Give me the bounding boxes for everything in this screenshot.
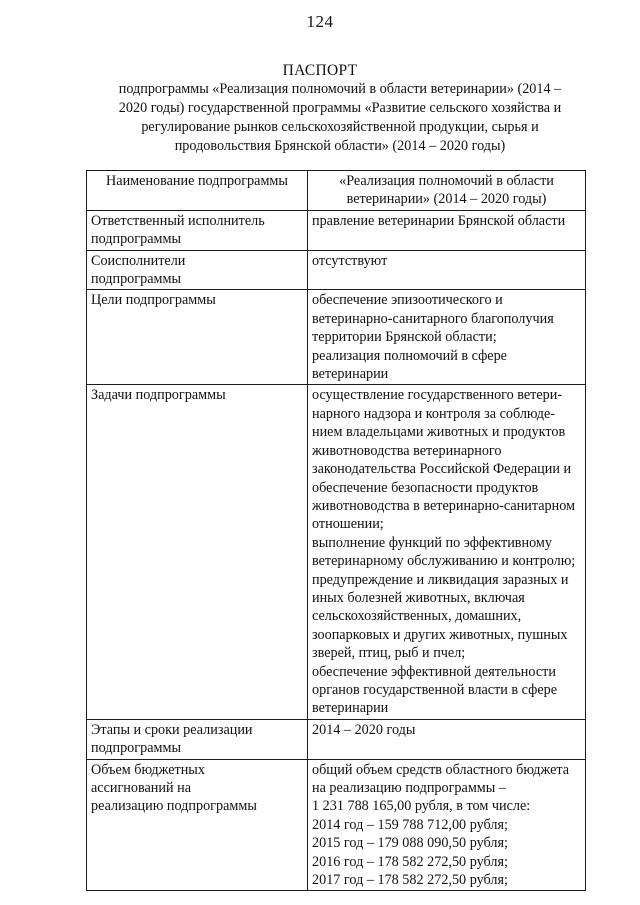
table-row-goals	[87, 290, 586, 385]
row-label-cell	[87, 210, 308, 250]
row-label-line: подпрограммы	[91, 231, 181, 248]
row-value-line: законодательства Российской Федерации и	[312, 461, 572, 478]
row-value-cell	[308, 719, 586, 759]
row-value-cell	[308, 759, 586, 891]
row-label-line: Цели подпрограммы	[91, 292, 216, 309]
row-value-cell	[308, 250, 586, 290]
row-value-line: территории Брянской области;	[312, 329, 497, 346]
row-value-line: отношении;	[312, 516, 384, 533]
row-value-cell	[308, 385, 586, 719]
row-label-line: Объем бюджетных	[91, 761, 205, 778]
row-value-line: зоопарковых и других животных, пушных	[312, 626, 568, 643]
row-value-cell	[308, 290, 586, 385]
row-value-line: ветеринарии	[312, 700, 389, 717]
row-value-line: правление ветеринарии Брянской области	[312, 212, 566, 229]
header-cell-value	[308, 171, 586, 211]
row-label-cell	[87, 759, 308, 891]
row-value-line: 2017 год – 178 582 272,50 рубля;	[312, 872, 508, 889]
row-label-cell	[87, 250, 308, 290]
subtitle-line: 2020 годы) государственной программы «Развитие сельского хозяйства и	[118, 100, 562, 116]
row-value-line: общий объем средств областного бюджета	[312, 761, 570, 778]
row-label-line: Задачи подпрограммы	[91, 387, 226, 404]
row-value-line: животноводства ветеринарного	[312, 442, 502, 459]
header-cell-name	[87, 171, 308, 211]
row-label-line: подпрограммы	[91, 271, 181, 288]
row-value-line: 2014 год – 159 788 712,00 рубля;	[312, 816, 508, 833]
row-value-line: сельскохозяйственных, домашних,	[312, 608, 522, 625]
row-value-line: ветеринарному обслуживанию и контролю;	[312, 553, 576, 570]
table-row-coexecutors	[87, 250, 586, 290]
row-value-line: отсутствуют	[312, 252, 388, 269]
row-label-line: ассигнований на	[91, 780, 192, 796]
subtitle-line: регулирование рынков сельскохозяйственной продукции, сырья и	[141, 119, 539, 135]
row-label-line: Ответственный исполнитель	[91, 212, 265, 229]
document-subtitle	[90, 80, 590, 156]
row-value-line: выполнение функций по эффективному	[312, 534, 552, 551]
row-value-cell	[308, 210, 586, 250]
row-label-cell	[87, 290, 308, 385]
row-value-line: животноводства в ветеринарно-санитарном	[312, 497, 575, 514]
passport-table	[86, 170, 586, 891]
row-label-line: реализацию подпрограммы	[91, 798, 257, 815]
row-value-line: предупреждение и ликвидация заразных и	[312, 571, 569, 588]
row-label-line: Соисполнители	[91, 252, 186, 269]
table-row-tasks	[87, 385, 586, 719]
header-text: ветеринарии» (2014 – 2020 годы)	[346, 191, 547, 208]
header-text: Наименование подпрограммы	[106, 173, 288, 189]
row-value-line: обеспечение эффективной деятельности	[312, 663, 556, 680]
row-value-line: ветеринарии	[312, 366, 389, 383]
row-label-line: Этапы и сроки реализации	[91, 721, 253, 738]
subtitle-line: продовольствия Брянской области» (2014 – 2020 годы)	[174, 138, 506, 154]
row-label-cell	[87, 385, 308, 719]
row-value-line: на реализацию подпрограммы –	[312, 780, 506, 796]
row-value-line: обеспечение эпизоотического и	[312, 292, 503, 309]
row-value-line: нарного надзора и контроля за соблюде-	[312, 405, 556, 422]
row-label-line: подпрограммы	[91, 740, 181, 757]
page-number: 124	[306, 12, 334, 31]
row-value-line: нием владельцами животных и продуктов	[312, 424, 566, 441]
row-value-line: иных болезней животных, включая	[312, 589, 525, 606]
header-text: «Реализация полномочий в области	[339, 173, 554, 189]
row-value-line: 2016 год – 178 582 272,50 рубля;	[312, 853, 508, 870]
row-value-line: реализация полномочий в сфере	[312, 347, 507, 364]
row-value-line: ветеринарно-санитарного благополучия	[312, 310, 554, 327]
row-value-line: 2015 год – 179 088 090,50 рубля;	[312, 835, 508, 852]
table-header-row	[87, 171, 586, 211]
table-row-stages	[87, 719, 586, 759]
row-label-cell	[87, 719, 308, 759]
row-value-line: обеспечение безопасности продуктов	[312, 479, 539, 496]
row-value-line: зверей, птиц, рыб и пчел;	[312, 645, 466, 662]
row-value-line: органов государственной власти в сфере	[312, 681, 558, 698]
table-row-budget	[87, 759, 586, 891]
table-row-responsible	[87, 210, 586, 250]
document-title: ПАСПОРТ	[282, 62, 358, 79]
row-value-line: 1 231 788 165,00 рубля, в том числе:	[312, 798, 531, 815]
row-value-line: осуществление государственного ветери-	[312, 387, 563, 404]
subtitle-line: подпрограммы «Реализация полномочий в области ветеринарии» (2014 –	[118, 81, 562, 97]
row-value-line: 2014 – 2020 годы	[312, 721, 416, 738]
